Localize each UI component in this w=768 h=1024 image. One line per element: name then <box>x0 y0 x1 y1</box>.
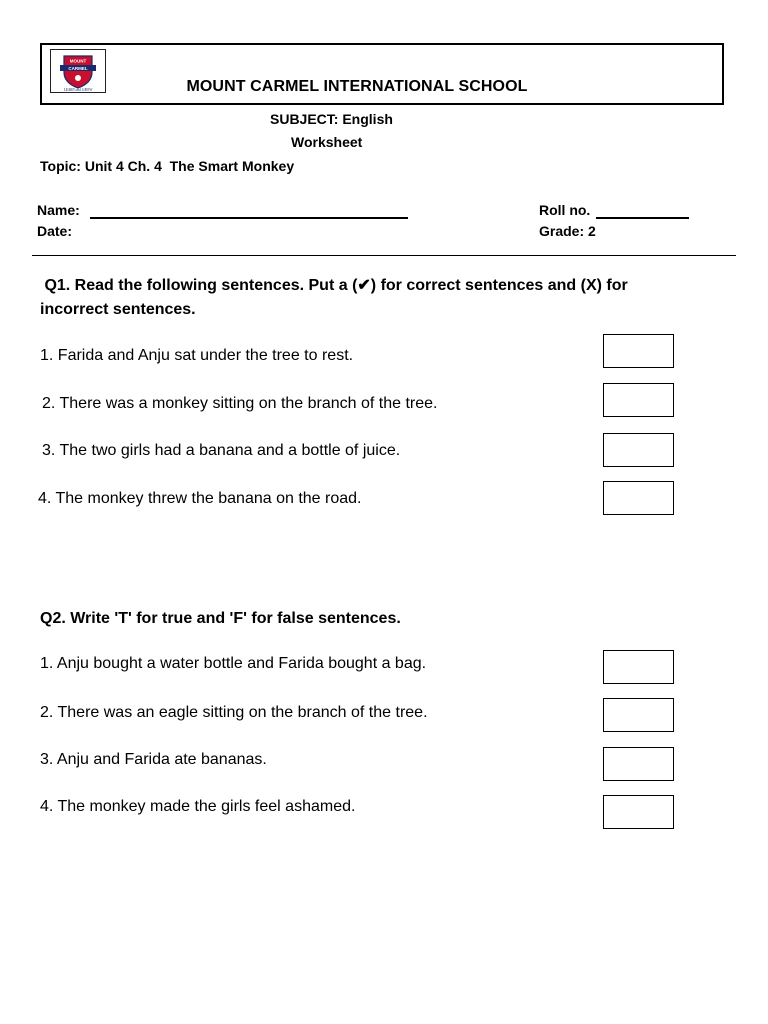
q1-item-4: 4. The monkey threw the banana on the road. <box>38 490 362 507</box>
q2-item-3: 3. Anju and Farida ate bananas. <box>40 751 267 768</box>
q1-answer-box-1[interactable] <box>603 334 674 368</box>
logo-top-text: MOUNT <box>69 58 87 64</box>
q1-title-line2: incorrect sentences. <box>40 301 196 318</box>
q1-title-line1: Q1. Read the following sentences. Put a (✔) for correct sentences and (X) for <box>40 277 628 294</box>
q2-answer-box-2[interactable] <box>603 698 674 732</box>
q2-answer-box-4[interactable] <box>603 795 674 829</box>
q1-answer-box-4[interactable] <box>603 481 674 515</box>
date-label: Date: <box>37 223 73 239</box>
logo-tagline: LEARN and GROW <box>63 88 93 92</box>
header-divider <box>32 255 736 256</box>
q2-item-2: 2. There was an eagle sitting on the branch of the tree. <box>40 704 428 721</box>
subject-line: SUBJECT: English <box>270 111 393 127</box>
q2-answer-box-3[interactable] <box>603 747 674 781</box>
q1-item-3: 3. The two girls had a banana and a bottle of juice. <box>42 442 401 459</box>
q1-answer-box-2[interactable] <box>603 383 674 417</box>
name-label: Name: <box>37 202 80 218</box>
q1-title <box>40 274 720 322</box>
logo-band-text: CARMEL <box>68 65 88 71</box>
name-field-line[interactable] <box>90 203 408 219</box>
q1-item-2: 2. There was a monkey sitting on the branch of the tree. <box>42 395 438 412</box>
topic-line: Topic: Unit 4 Ch. 4 The Smart Monkey <box>40 158 295 174</box>
roll-field-line[interactable] <box>596 203 689 219</box>
grade-label: Grade: 2 <box>539 223 596 239</box>
worksheet-label: Worksheet <box>291 134 363 150</box>
roll-label: Roll no. <box>539 202 591 218</box>
q2-item-1: 1. Anju bought a water bottle and Farida bought a bag. <box>40 655 427 672</box>
school-name: MOUNT CARMEL INTERNATIONAL SCHOOL <box>186 78 528 95</box>
q2-item-4: 4. The monkey made the girls feel ashamed. <box>40 798 356 815</box>
q2-answer-box-1[interactable] <box>603 650 674 684</box>
q1-answer-box-3[interactable] <box>603 433 674 467</box>
q2-title: Q2. Write 'T' for true and 'F' for false sentences. <box>40 610 401 627</box>
q1-item-1: 1. Farida and Anju sat under the tree to rest. <box>40 347 354 364</box>
